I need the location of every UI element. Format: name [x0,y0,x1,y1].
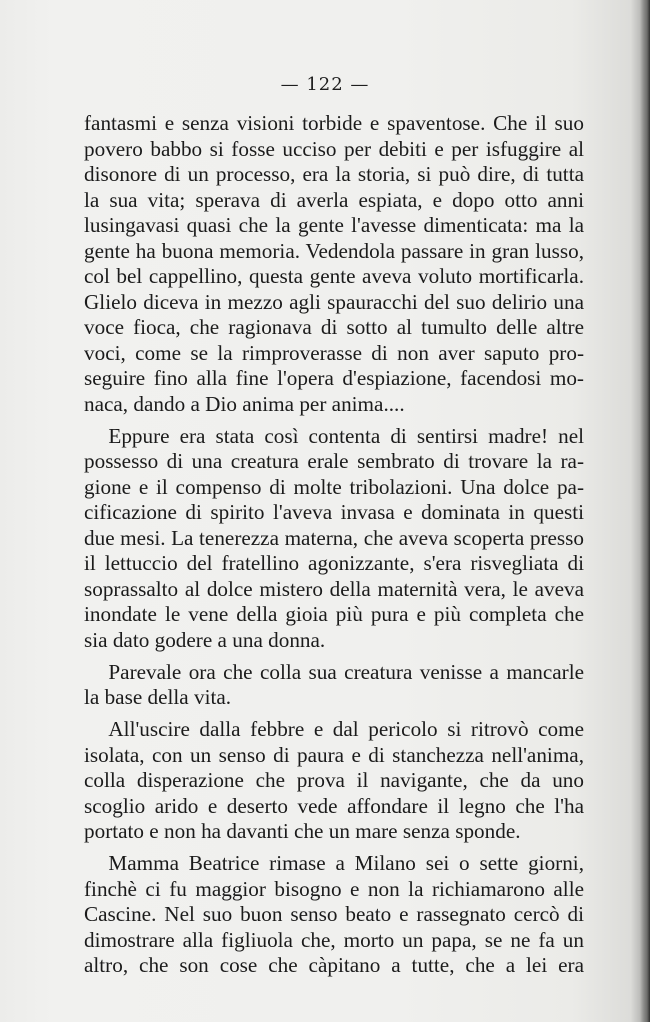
text-line: due mesi. La tenerezza materna, che aveva scoperta presso [84,525,584,550]
text-line: fantasmi e senza visioni torbide e spaventose. Che il suo [84,111,584,135]
text-line: possesso di una creatura erale sembrato di trovare la ra- [84,449,584,473]
text-line: finchè ci fu maggior bisogno e non la richiamarono alle [84,876,584,901]
text-line: disonore di un processo, era la storia, si può dire, di tutta [84,162,584,186]
text-line: povero babbo si fosse ucciso per debiti e per isfuggire al [84,136,584,161]
text-line: il lettuccio del fratellino agonizzante, s'era risvegliata di [84,551,584,575]
text-line: scoglio arido e deserto vede affondare il legno che l'ha [84,793,584,818]
text-line: portato e non ha davanti che un mare senza sponde. [84,819,521,843]
text-line: lusingavasi quasi che la gente l'avesse dimenticata: ma la [84,213,584,237]
page-edge-shadow [640,0,650,1022]
text-line: Parevale ora che colla sua creatura venisse a mancarle [108,659,584,684]
text-line: colla disperazione che prova il navigante, che da uno [84,768,584,792]
text-line: gione e il compenso di molte tribolazioni. Una dolce pa- [84,474,584,499]
text-line: voce fioca, che ragionava di sotto al tumulto delle altre [84,315,584,339]
text-line: cificazione di spirito l'aveva invasa e dominata in questi [84,500,584,524]
paragraph [84,111,584,417]
text-line: Mamma Beatrice rimase a Milano sei o sette giorni, [108,851,584,875]
text-line: la base della vita. [84,685,232,709]
paragraph [84,660,584,711]
text-line: gente ha buona memoria. Vedendola passare in gran lusso, [84,238,584,263]
paragraph [84,424,584,654]
text-line: altro, che son cose che càpitano a tutte, che a lei era [84,953,584,977]
body-text [84,111,584,979]
text-line: soprassalto al dolce mistero della maternità vera, le aveva [84,576,584,601]
page-number: — 122 — [280,74,370,95]
text-line: seguire fino alla fine l'opera d'espiazione, facendosi mo- [84,366,584,390]
text-line: voci, come se la rimproverasse di non aver saputo pro- [84,340,584,365]
text-line: naca, dando a Dio anima per anima.... [84,391,405,416]
paragraph [84,851,584,979]
paragraph [84,717,584,845]
text-line: inondate le vene della gioia più pura e più completa che [84,602,584,626]
text-line: la sua vita; sperava di averla espiata, e dopo otto anni [84,187,584,212]
text-line: Cascine. Nel suo buon senso beato e rassegnato cercò di [84,902,584,926]
text-line: dimostrare alla figliuola che, morto un papa, se ne fa un [84,927,584,952]
text-line: isolata, con un senso di paura e di stanchezza nell'anima, [84,742,584,767]
text-line: Glielo diceva in mezzo agli spauracchi del suo delirio una [84,289,584,314]
text-line: Eppure era stata così contenta di sentirsi madre! nel [108,423,584,448]
text-line: col bel cappellino, questa gente aveva voluto mortificarla. [84,264,584,288]
text-line: All'uscire dalla febbre e dal pericolo si ritrovò come [108,717,584,741]
text-line: sia dato godere a una donna. [84,627,326,652]
